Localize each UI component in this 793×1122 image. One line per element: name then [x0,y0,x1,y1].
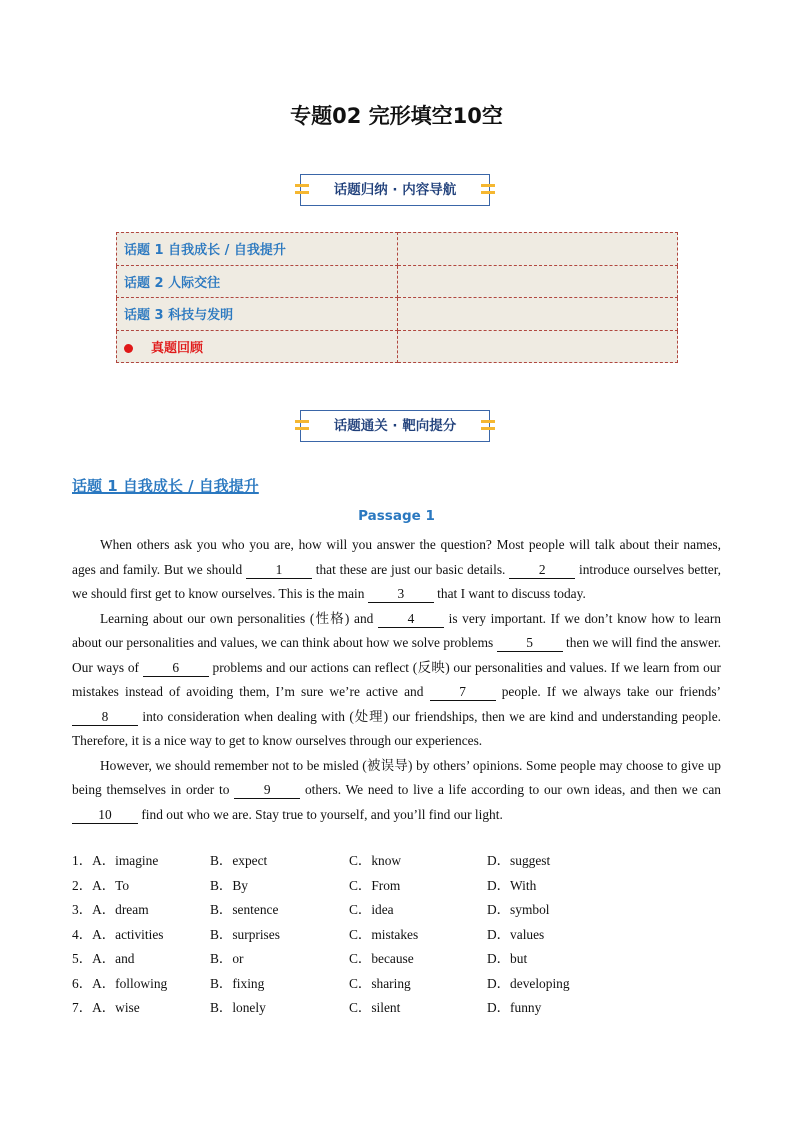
option-C: C．mistakes [349,926,419,942]
option-row-4 [72,923,722,948]
option-B: B．or [210,951,244,966]
option-B: B．fixing [210,975,265,991]
passage-title: Passage 1 [358,508,435,524]
text-run: is very important. If we don’t know how to learn about our personalities and values, we can think about how we solve problems [72,610,721,650]
blank-5: 5 [497,635,563,652]
nav-item-topic-3[interactable]: 话题 3 科技与发明 [117,298,398,331]
text-run: that these are just our basic details. [311,561,510,577]
text-run: When others ask you who you are, how will you answer the question? Most people will talk about their names, ages and family. But we should [72,537,721,577]
paragraph [72,607,721,754]
nav-item-topic-1[interactable]: 话题 1 自我成长 / 自我提升 [117,233,398,266]
option-D: D．suggest [487,853,551,868]
option-D: D．developing [487,975,570,991]
option-D: D．funny [487,1000,542,1015]
paragraph [72,754,721,828]
option-row-3 [72,898,722,923]
option-C: C．From [349,877,401,893]
text-run: then we will find the answer. Our ways of [72,635,722,675]
text-run: introduce ourselves better, we should first get to know ourselves. This is the main [72,561,721,601]
equals-icon [481,420,495,430]
text-run: that I want to discuss today. [433,586,586,601]
navigation-table [116,232,678,363]
text-run: into consideration when dealing with (处理) our friendships, then we are kind and understanding people. Therefore, it is a nice way to get to know ourselves through our experiences. [72,708,721,748]
option-C: C．sharing [349,975,411,991]
bullet-icon [124,344,133,353]
text-run: However, we should remember not to be misled (被误导) by others’ opinions. Some people may choose to give up being themselves in order to [72,757,721,797]
option-B: B．expect [210,853,268,868]
option-A: 7．A．wise [72,1000,140,1015]
option-A: 4．A．activities [72,926,164,942]
text-run: find out who we are. Stay true to yourself, and you’ll find our light. [138,806,503,822]
option-A: 6．A．following [72,975,168,991]
option-row-7 [72,996,722,1021]
blank-9: 9 [234,782,300,799]
blank-3: 3 [368,586,434,603]
blank-6: 6 [143,660,209,677]
passage-text [72,533,721,827]
option-A: 5．A．and [72,951,135,966]
option-row-5 [72,947,722,972]
option-D: D．values [487,926,545,942]
nav-item-past-exams[interactable]: 真题回顾 [117,330,398,363]
answer-options [72,849,722,1021]
blank-7: 7 [430,684,496,701]
option-B: B．sentence [210,902,279,917]
text-run: others. We need to live a life according to our own ideas, and then we can [300,782,722,797]
equals-icon [295,420,309,430]
blank-8: 8 [72,709,138,726]
equals-icon [295,184,309,194]
nav-item-topic-2[interactable]: 话题 2 人际交往 [117,265,398,298]
option-A: 1．A．imagine [72,853,159,868]
option-C: C．because [349,951,414,966]
option-D: D．symbol [487,902,550,917]
blank-2: 2 [509,562,575,579]
banner-label: 话题归纳 · 内容导航 [333,182,457,198]
banner-label: 话题通关 · 靶向提分 [333,418,457,434]
section-banner-navigation [300,174,490,206]
text-run: Learning about our own personalities (性格) and [100,610,378,626]
option-row-1 [72,849,722,874]
topic-heading[interactable]: 话题 1 自我成长 / 自我提升 [72,477,259,495]
option-row-2 [72,874,722,899]
text-run: problems and our actions can reflect (反映) our personalities and values. If we learn from our mistakes instead of avoiding them, I’m sure we’re active and [72,659,722,699]
option-D: D．but [487,951,528,966]
paragraph [72,533,721,607]
option-C: C．idea [349,902,394,917]
option-A: 3．A．dream [72,902,149,917]
blank-4: 4 [378,611,444,628]
text-run: people. If we always take our friends’ [495,684,721,699]
option-B: B．By [210,877,248,893]
option-C: C．silent [349,1000,401,1015]
equals-icon [481,184,495,194]
option-B: B．surprises [210,926,280,942]
section-banner-practice [300,410,490,442]
option-C: C．know [349,853,402,868]
blank-1: 1 [246,562,312,579]
page-title: 专题02 完形填空10空 [290,104,503,128]
option-row-6 [72,972,722,997]
option-D: D．With [487,877,537,893]
option-B: B．lonely [210,1000,266,1015]
option-A: 2．A．To [72,877,130,893]
blank-10: 10 [72,807,138,824]
